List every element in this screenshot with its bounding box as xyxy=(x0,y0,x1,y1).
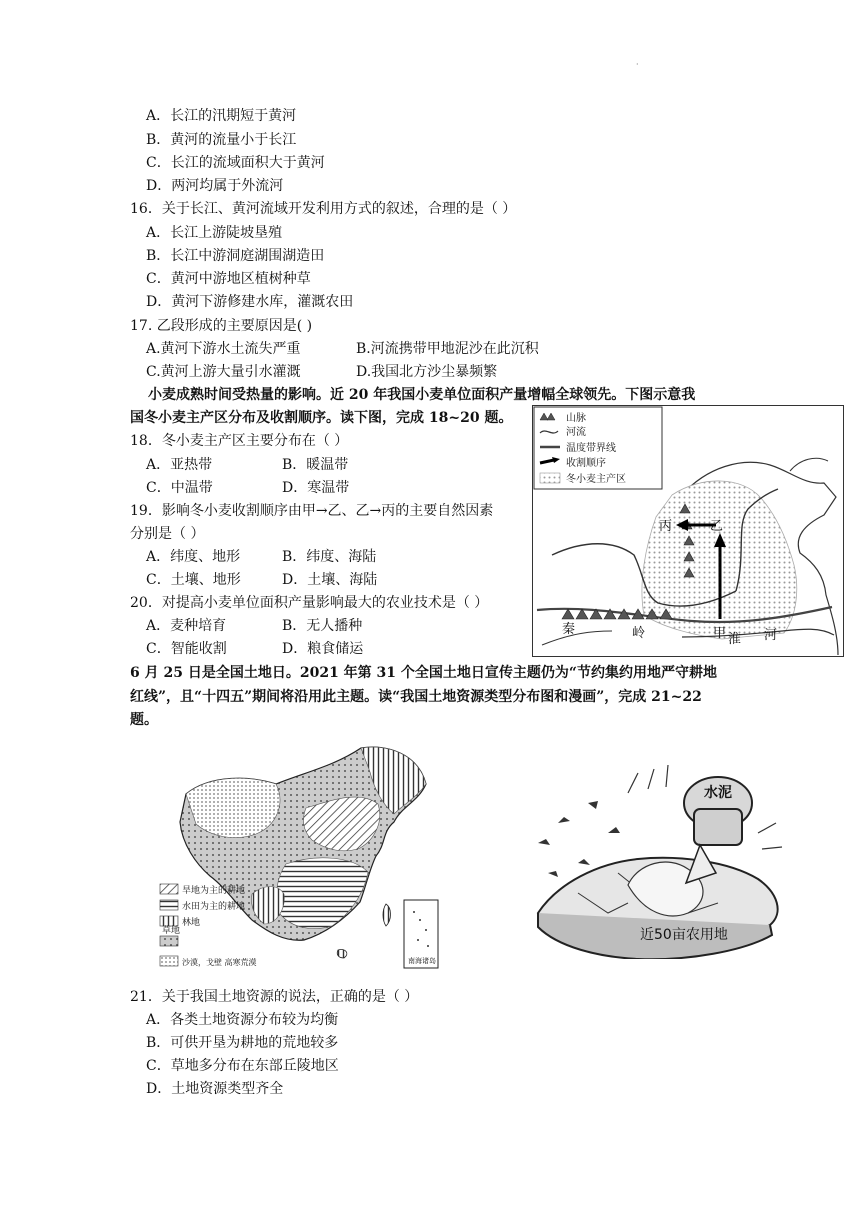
label-huai: 淮 xyxy=(728,632,742,647)
q21-option-b: B．可供开垦为耕地的荒地较多 xyxy=(146,1035,339,1051)
q16-option-c: C．黄河中游地区植树种草 xyxy=(146,271,311,287)
legend-mountain: 山脉 xyxy=(566,413,586,424)
q21-option-c: C．草地多分布在东部丘陵地区 xyxy=(146,1058,339,1074)
legend-paddy: 水田为主的耕地 xyxy=(182,902,246,912)
q20-stem: 20．对提高小麦单位面积产量影响最大的农业技术是（ ） xyxy=(130,595,489,611)
legend-grassland: 草地 xyxy=(162,926,181,936)
legend-desert: 沙漠，戈壁 高寒荒漠 xyxy=(182,958,257,967)
q21-stem: 21．关于我国土地资源的说法，正确的是（ ） xyxy=(130,989,419,1005)
q15-option-b: B．黄河的流量小于长江 xyxy=(146,132,297,148)
truck-label: 水泥 xyxy=(704,785,732,801)
q16-option-b: B．长江中游洞庭湖围湖造田 xyxy=(146,248,325,264)
q15-option-d: D．两河均属于外流河 xyxy=(146,178,284,194)
label-jia: 甲 xyxy=(713,626,727,641)
q19-option-c: C．土壤、地形 xyxy=(146,572,241,588)
q19-option-a: A．纬度、地形 xyxy=(146,549,241,565)
passage1-line2: 国冬小麦主产区分布及收割顺序。读下图，完成 18~20 题。 xyxy=(130,410,513,426)
q20-option-b: B．无人播种 xyxy=(282,618,363,634)
passage2-line1: 6 月 25 日是全国土地日。2021 年第 31 个全国土地日宣传主题仍为“节约集约用地严守耕地 xyxy=(130,665,717,681)
q16-option-d: D．黄河下游修建水库，灌溉农田 xyxy=(146,294,354,310)
legend-temp-boundary: 温度带界线 xyxy=(566,443,616,454)
legend-dryland: 旱地为主的耕地 xyxy=(182,886,246,896)
q18-option-b: B．暖温带 xyxy=(282,457,349,473)
q17-option-b: B.河流携带甲地泥沙在此沉积 xyxy=(356,341,539,357)
legend-forest: 林地 xyxy=(182,918,201,928)
q18-option-d: D．寒温带 xyxy=(282,480,350,496)
q18-option-c: C．中温带 xyxy=(146,480,213,496)
label-he: 河 xyxy=(764,628,778,643)
q17-option-c: C.黄河上游大量引水灌溉 xyxy=(146,364,301,380)
label-yi: 乙 xyxy=(710,519,724,534)
q18-stem: 18．冬小麦主产区主要分布在（ ） xyxy=(130,433,349,449)
label-bing: 丙 xyxy=(659,519,673,534)
q19-stem-line1: 19．影响冬小麦收割顺序由甲→乙、乙→丙的主要自然因素 xyxy=(130,503,494,519)
q19-stem-line2: 分别是（ ） xyxy=(130,526,205,542)
page-dot: · xyxy=(636,60,639,69)
q21-option-a: A．各类土地资源分布较为均衡 xyxy=(146,1012,339,1028)
q17-option-d: D.我国北方沙尘暴频繁 xyxy=(356,364,498,380)
label-qin: 秦 xyxy=(562,622,576,637)
q20-option-d: D．粮食储运 xyxy=(282,641,364,657)
q20-option-a: A．麦种培育 xyxy=(146,618,227,634)
q19-option-d: D．土壤、海陆 xyxy=(282,572,378,588)
label-ling: 岭 xyxy=(632,626,646,641)
inset-label: 南海诸岛 xyxy=(408,957,436,965)
q19-option-b: B．纬度、海陆 xyxy=(282,549,377,565)
q21-option-d: D．土地资源类型齐全 xyxy=(146,1081,284,1097)
q15-option-c: C．长江的流域面积大于黄河 xyxy=(146,155,325,171)
legend-harvest-order: 收割顺序 xyxy=(566,458,606,469)
legend-river: 河流 xyxy=(566,427,586,438)
q16-option-a: A．长江上游陡坡垦殖 xyxy=(146,225,283,241)
passage1-line1: 小麦成熟时间受热量的影响。近 20 年我国小麦单位面积产量增幅全球领先。下图示意我 xyxy=(148,387,696,403)
land-resource-map xyxy=(156,744,446,974)
passage2-line2: 红线”，且“十四五”期间将沿用此主题。读“我国土地资源类型分布图和漫画”，完成 21~22 xyxy=(130,689,702,705)
q17-stem: 17. 乙段形成的主要原因是( ) xyxy=(130,318,313,334)
land-cartoon xyxy=(518,763,792,959)
legend-wheat-area: 冬小麦主产区 xyxy=(566,474,626,485)
land-label: 近50亩农用地 xyxy=(640,927,728,943)
q15-option-a: A．长江的汛期短于黄河 xyxy=(146,108,297,124)
q17-option-a: A.黄河下游水土流失严重 xyxy=(146,341,301,357)
q18-option-a: A．亚热带 xyxy=(146,457,213,473)
passage2-line3: 题。 xyxy=(130,712,158,728)
wheat-region-map xyxy=(532,405,844,657)
q20-option-c: C．智能收割 xyxy=(146,641,227,657)
q16-stem: 16．关于长江、黄河流域开发利用方式的叙述，合理的是（ ） xyxy=(130,201,517,217)
